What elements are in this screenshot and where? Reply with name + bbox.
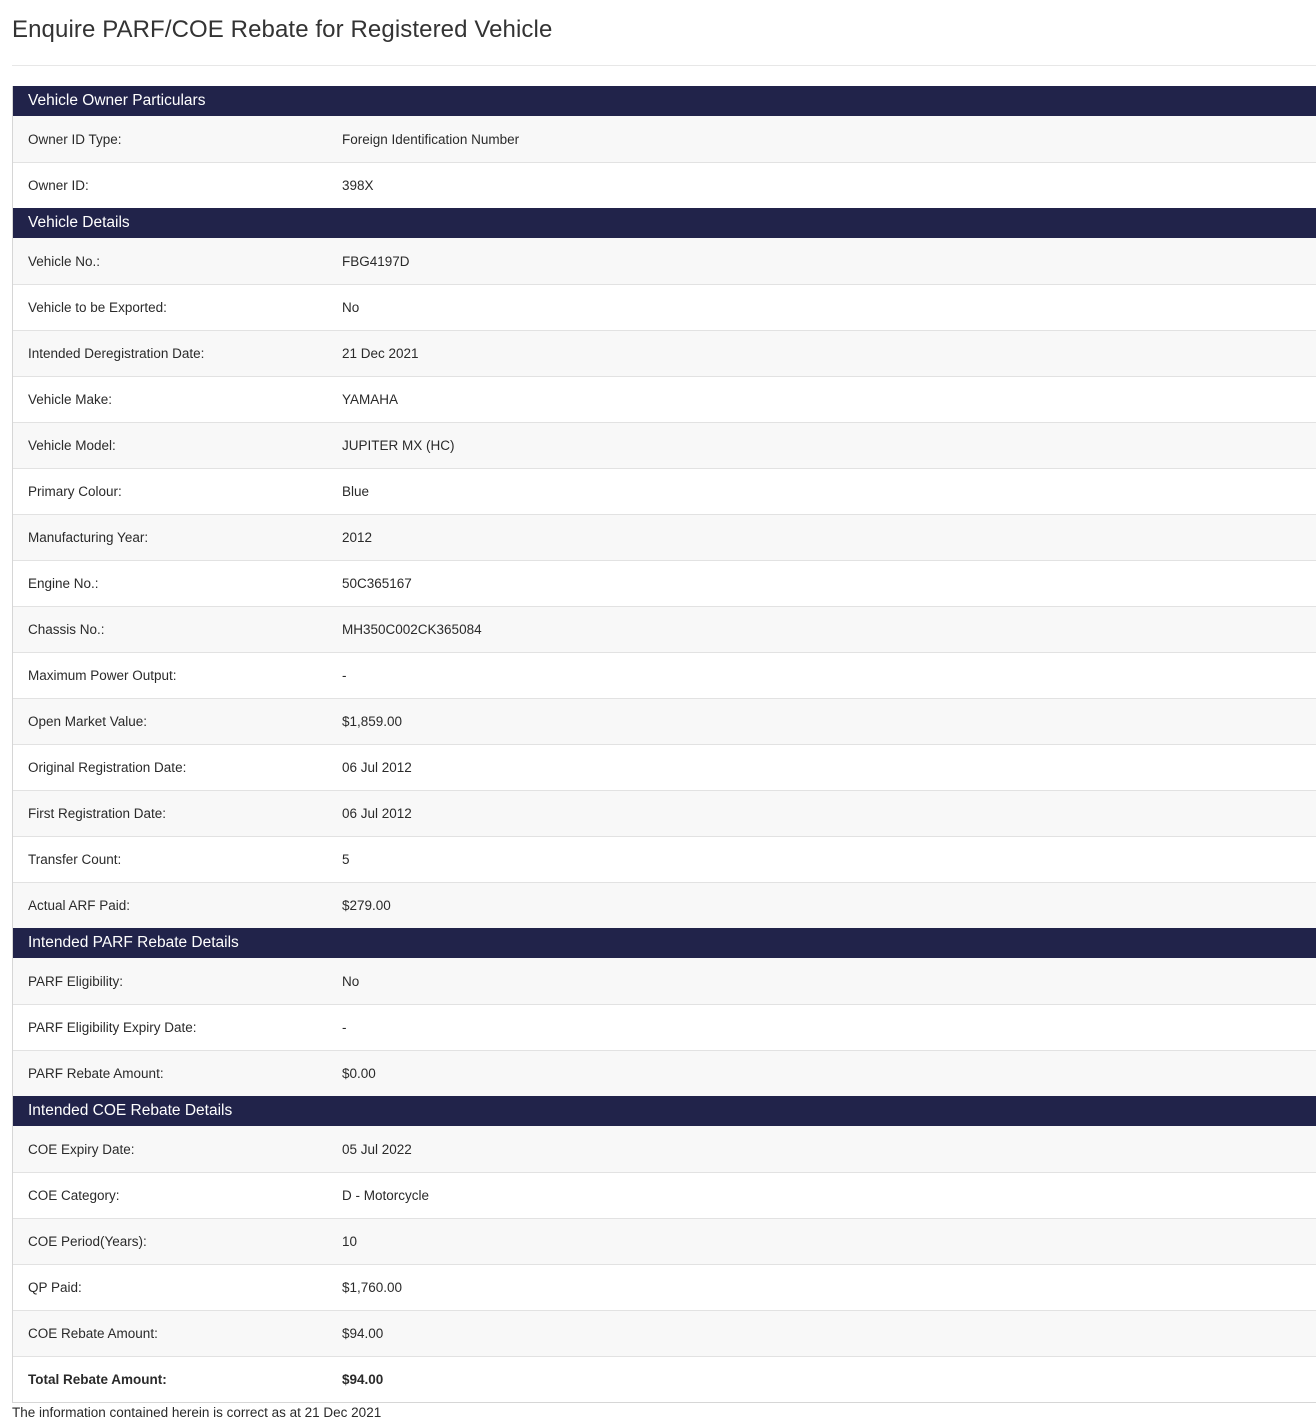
- detail-label: Vehicle Model:: [28, 438, 116, 453]
- detail-value: $1,760.00: [342, 1280, 403, 1295]
- detail-row: [13, 882, 1316, 928]
- detail-row: [13, 958, 1316, 1004]
- detail-value: -: [342, 668, 347, 683]
- detail-label: Original Registration Date:: [28, 760, 187, 775]
- detail-label: PARF Eligibility:: [28, 973, 124, 989]
- detail-row: [13, 560, 1316, 606]
- detail-row: [13, 422, 1316, 468]
- detail-row: [13, 1356, 1316, 1402]
- detail-value: $279.00: [342, 898, 391, 913]
- detail-value: MH350C002CK365084: [342, 622, 482, 637]
- section-header: Vehicle Owner Particulars: [13, 86, 1316, 116]
- detail-row: [13, 1218, 1316, 1264]
- detail-row: [13, 376, 1316, 422]
- section-header: Intended COE Rebate Details: [13, 1096, 1316, 1126]
- detail-row: [13, 1310, 1316, 1356]
- detail-label: Primary Colour:: [28, 484, 122, 499]
- detail-label: PARF Eligibility Expiry Date:: [28, 1020, 197, 1035]
- detail-row: [13, 514, 1316, 560]
- detail-value: 06 Jul 2012: [342, 760, 412, 775]
- detail-value: 398X: [342, 178, 374, 193]
- detail-value: $0.00: [342, 1066, 376, 1081]
- detail-label: Vehicle No.:: [28, 253, 101, 269]
- detail-value: JUPITER MX (HC): [342, 438, 455, 453]
- detail-row: [13, 468, 1316, 514]
- detail-label: Vehicle Make:: [28, 392, 113, 407]
- detail-label: Vehicle to be Exported:: [28, 300, 167, 315]
- detail-label: Engine No.:: [28, 576, 99, 591]
- detail-value: $1,859.00: [342, 714, 403, 729]
- detail-value: 05 Jul 2022: [342, 1141, 412, 1157]
- detail-value: 06 Jul 2012: [342, 806, 412, 821]
- detail-label: COE Category:: [28, 1188, 120, 1203]
- detail-label: Chassis No.:: [28, 622, 105, 637]
- detail-row: [13, 606, 1316, 652]
- detail-row: [13, 790, 1316, 836]
- detail-label: Owner ID:: [28, 178, 89, 193]
- detail-row: [13, 330, 1316, 376]
- detail-value: YAMAHA: [342, 392, 399, 407]
- detail-label: Owner ID Type:: [28, 131, 122, 147]
- detail-row: [13, 162, 1316, 208]
- detail-row: [13, 238, 1316, 284]
- detail-label: QP Paid:: [28, 1280, 82, 1295]
- detail-row: [13, 698, 1316, 744]
- detail-row: [13, 1126, 1316, 1172]
- detail-label: COE Expiry Date:: [28, 1141, 135, 1157]
- detail-label: Intended Deregistration Date:: [28, 346, 205, 361]
- detail-row: [13, 744, 1316, 790]
- detail-value: -: [342, 1020, 347, 1035]
- detail-value: 10: [342, 1234, 358, 1249]
- detail-label: Open Market Value:: [28, 714, 148, 729]
- detail-value: 2012: [342, 530, 373, 545]
- detail-label: PARF Rebate Amount:: [28, 1066, 164, 1081]
- detail-value: 5: [342, 852, 350, 867]
- section-header: Vehicle Details: [13, 208, 1316, 238]
- detail-value: 21 Dec 2021: [342, 346, 419, 361]
- detail-label: Maximum Power Output:: [28, 668, 177, 683]
- detail-label: COE Rebate Amount:: [28, 1326, 158, 1341]
- information-date-note: The information contained herein is correct as at 21 Dec 2021: [12, 1405, 382, 1420]
- detail-label: Actual ARF Paid:: [28, 898, 131, 913]
- detail-value: 50C365167: [342, 576, 412, 591]
- detail-value: $94.00: [342, 1326, 384, 1341]
- detail-row: [13, 284, 1316, 330]
- detail-row: [13, 1264, 1316, 1310]
- detail-label: Total Rebate Amount:: [28, 1372, 167, 1387]
- detail-row: [13, 116, 1316, 162]
- detail-label: Transfer Count:: [28, 852, 122, 867]
- detail-value: Foreign Identification Number: [342, 131, 520, 147]
- page-title: Enquire PARF/COE Rebate for Registered Vehicle: [12, 16, 553, 43]
- detail-row: [13, 836, 1316, 882]
- detail-row: [13, 1004, 1316, 1050]
- detail-label: COE Period(Years):: [28, 1234, 147, 1249]
- detail-value: D - Motorcycle: [342, 1188, 430, 1203]
- detail-value: $94.00: [342, 1372, 384, 1387]
- rebate-details-table: [12, 86, 1316, 1403]
- title-divider: [12, 65, 1316, 66]
- detail-value: FBG4197D: [342, 253, 410, 269]
- detail-row: [13, 1050, 1316, 1096]
- detail-value: No: [342, 973, 360, 989]
- detail-value: No: [342, 300, 360, 315]
- detail-value: Blue: [342, 484, 370, 499]
- detail-row: [13, 652, 1316, 698]
- section-header: Intended PARF Rebate Details: [13, 928, 1316, 958]
- detail-label: Manufacturing Year:: [28, 530, 149, 545]
- detail-row: [13, 1172, 1316, 1218]
- detail-label: First Registration Date:: [28, 806, 167, 821]
